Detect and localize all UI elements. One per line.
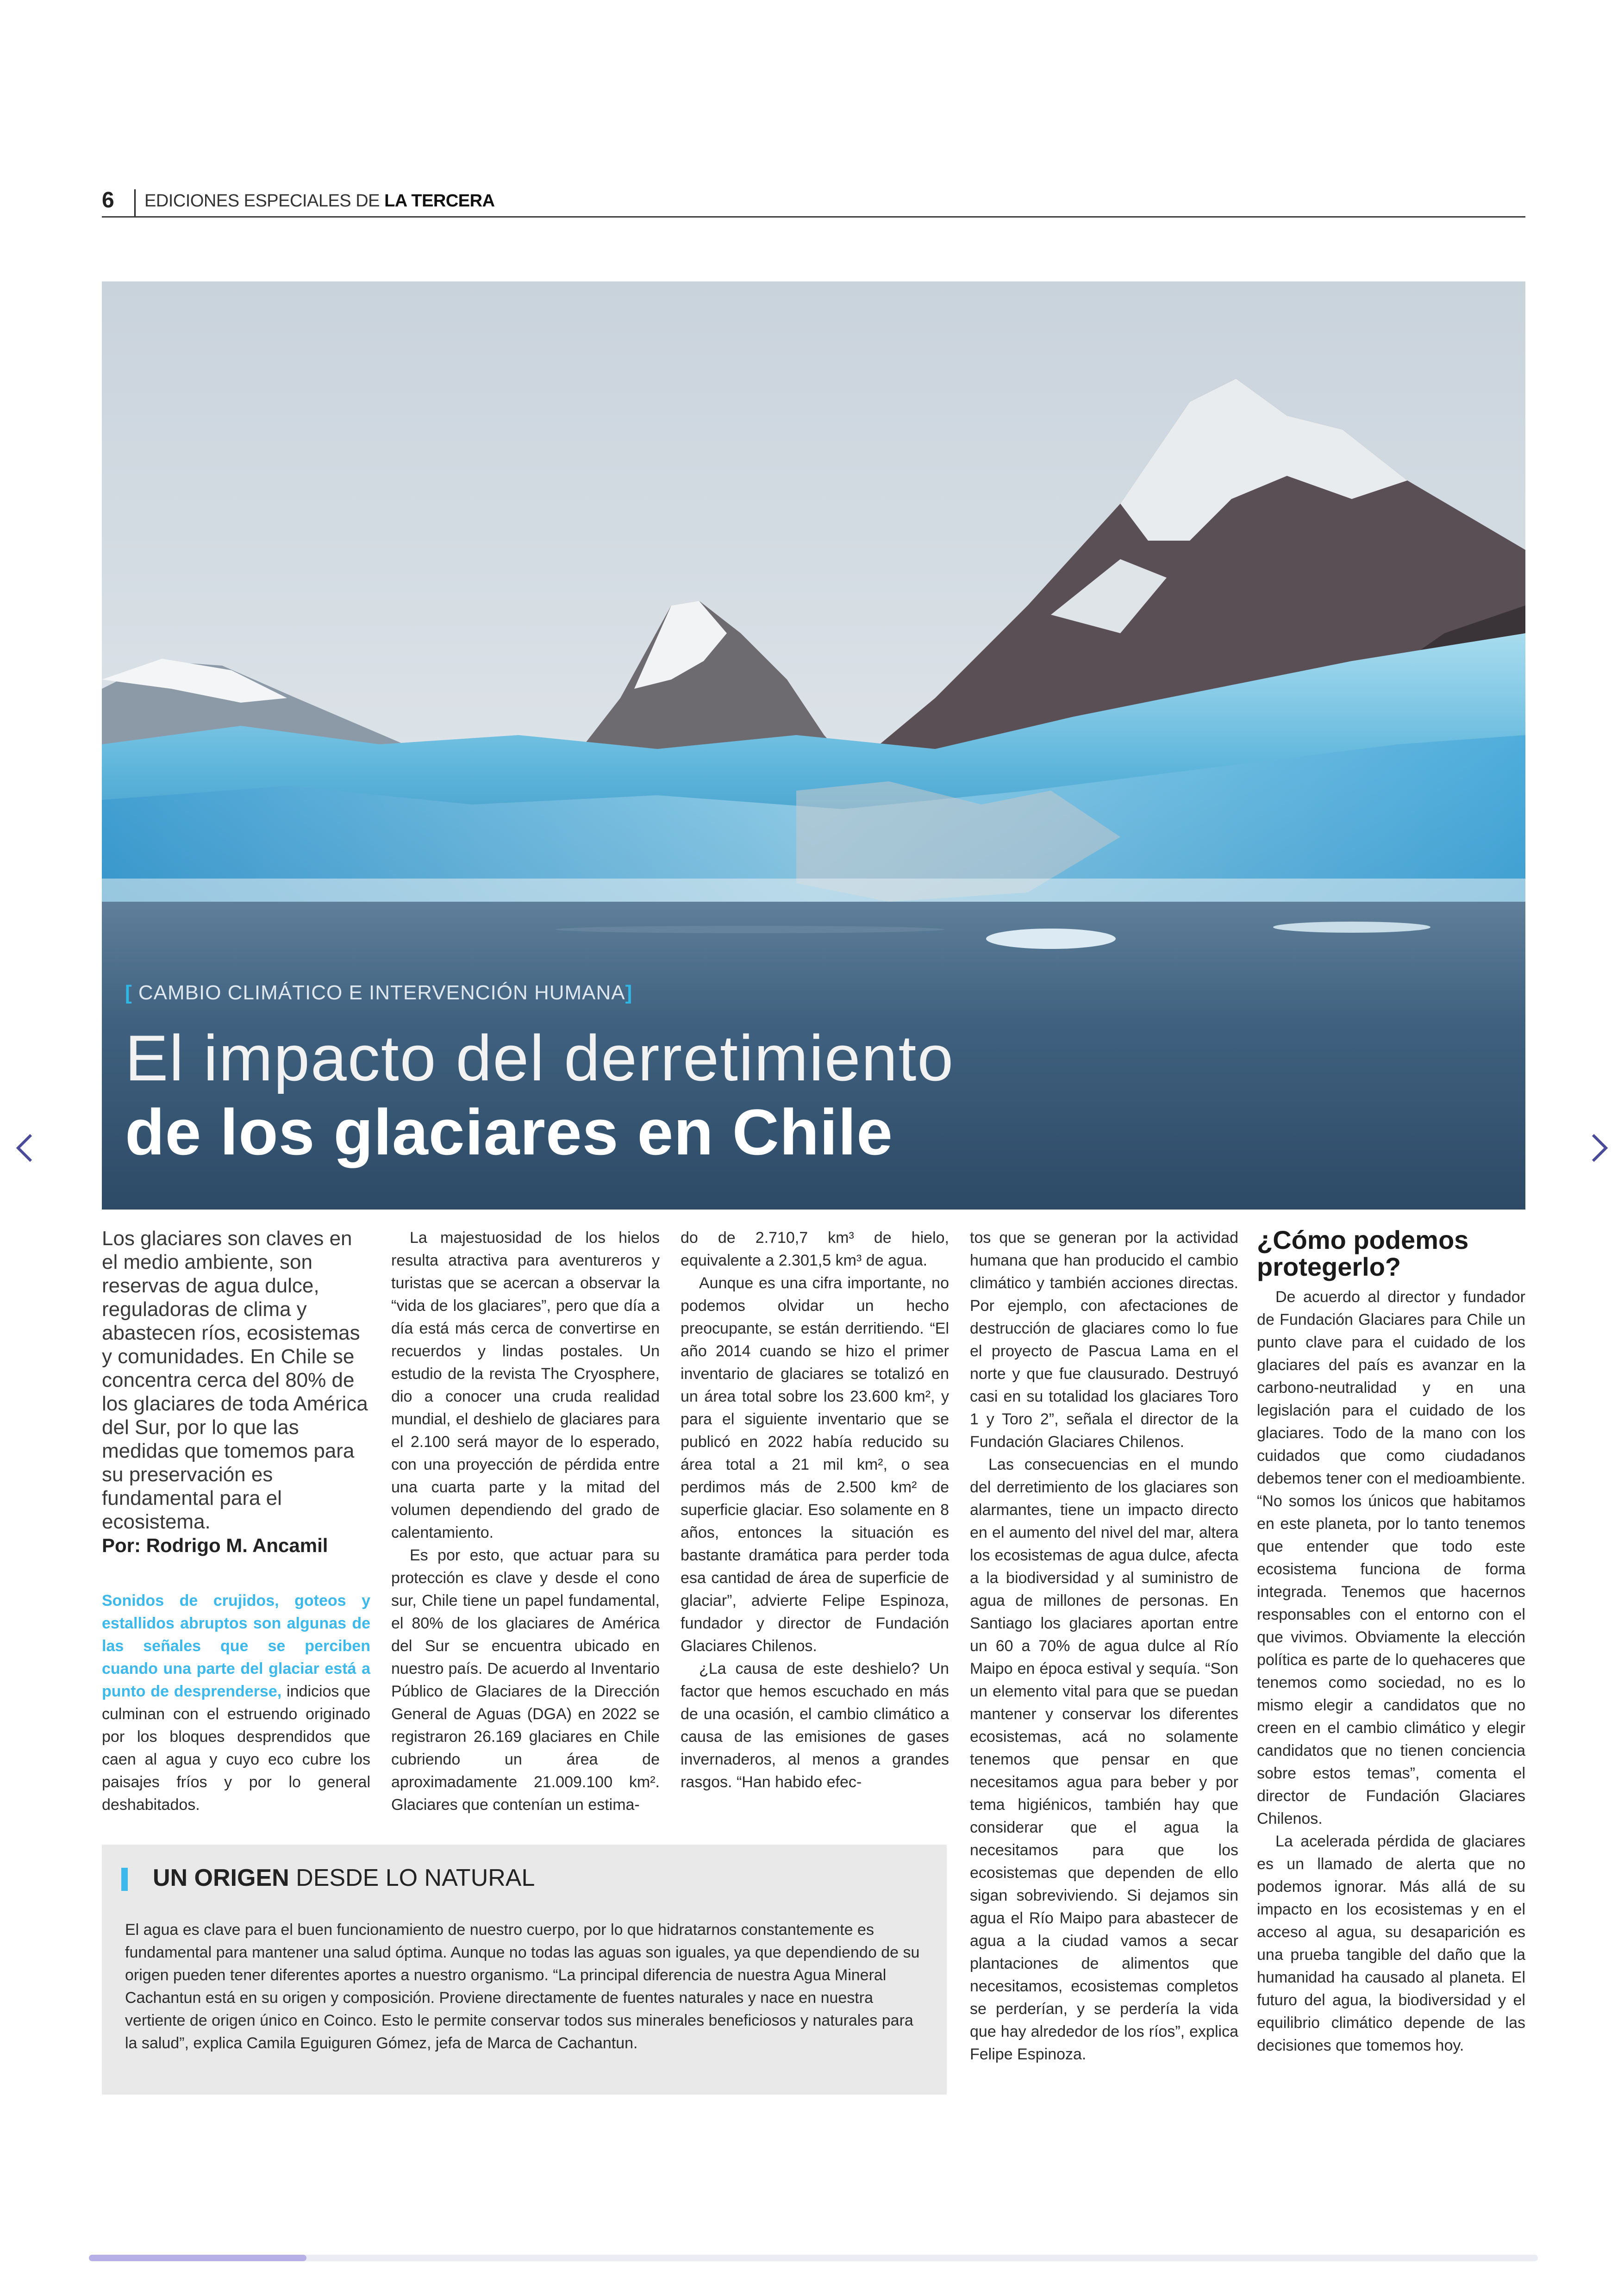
column-3-paragraph-3: ¿La causa de este deshielo? Un factor que hemos escuchado en más de una ocasión, el cambio climático a causa de las emisiones de gases invernaderos, al menos a grandes rasgos. “Han habido efec- bbox=[681, 1660, 949, 1791]
column-2-paragraph-1: La majestuosidad de los hielos resulta atractiva para aventureros y turistas que se acercan a observar la “vida de los glaciares”, pero que día a día está más cerca de convertirse en recuerdos y lindas postales. Un estudio de la revista The Cryosphere, dio a conocer una cruda realidad mundial, el deshielo de glaciares para el 2.100 será mayor de lo esperado, con una proyección de pérdida entre una cuarta parte y la mitad del volumen dependiendo del grado de calentamiento. bbox=[391, 1229, 660, 1541]
next-page-button[interactable] bbox=[1573, 1123, 1624, 1173]
previous-page-button[interactable] bbox=[0, 1123, 51, 1173]
kicker-bracket-close: ] bbox=[625, 981, 633, 1004]
byline: Por: Rodrigo M. Ancamil bbox=[102, 1534, 328, 1556]
page-number: 6 bbox=[102, 188, 114, 212]
edition-brand: LA TERCERA bbox=[384, 191, 495, 211]
chevron-left-icon bbox=[7, 1129, 44, 1166]
column-3-paragraph-1: do de 2.710,7 km³ de hielo, equivalente a 2.301,5 km³ de agua. bbox=[681, 1229, 949, 1269]
kicker-text: CAMBIO CLIMÁTICO E INTERVENCIÓN HUMANA bbox=[138, 981, 625, 1004]
article-column-4 bbox=[970, 1227, 1238, 2066]
header-divider bbox=[134, 189, 136, 216]
intro-highlight: Sonidos de crujidos, goteos y estallidos abruptos son algunas de las señales que se perciben cuando una parte del glaciar está a punto de desprenderse, bbox=[102, 1592, 370, 1700]
column-4-paragraph-2: Las consecuencias en el mundo del derretimiento de los glaciares son alarmantes, tiene un impacto directo en el aumento del nivel del mar, altera los ecosistemas de agua dulce, afecta a la biodiversidad y al suministro de agua de millones de personas. En Santiago los glaciares aportan entre un 60 a 70% de agua dulce al Río Maipo en época estival y sequía. “Son un elemento vital para que se puedan mantener y conservar los diferentes ecosistemas, acá no solamente tenemos que pensar en que necesitamos agua para beber y por tema higiénicos, también hay que considerar que el agua la necesitamos para que los ecosistemas que dependen de ello sigan sobreviviendo. Si dejamos sin agua el Río Maipo para abastecer de agua a la ciudad vamos a secar plantaciones de alimentos que necesitamos, ecosistemas completos se perderían, y se perdería la vida que hay alrededor de los ríos”, explica Felipe Espinoza. bbox=[970, 1456, 1238, 2063]
intro-rest: indicios que culminan con el estruendo originado por los bloques desprendidos que caen al agua y cuyo eco cubre los paisajes fríos y por lo general deshabitados. bbox=[102, 1683, 371, 1814]
origin-title-bold: UN ORIGEN bbox=[153, 1865, 289, 1891]
protect-subhead: ¿Cómo podemos protegerlo? bbox=[1257, 1225, 1469, 1281]
article-title-line-2: de los glaciares en Chile bbox=[125, 1096, 893, 1168]
edition-label bbox=[144, 191, 495, 211]
origin-title-rest: DESDE LO NATURAL bbox=[289, 1865, 535, 1891]
column-5-paragraph-1: De acuerdo al director y fundador de Fundación Glaciares para Chile un punto clave para el cuidado de los glaciares del país es avanzar en la carbono-neutralidad y en una legislación para el cuidado de los glaciares. Todo de la mano con los cuidados que como ciudadanos debemos tener con el medioambiente. “No somos los únicos que habitamos en este planeta, por lo tanto tenemos que entender que todo este ecosistema funciona de forma integrada. Tenemos que hacernos responsables con el entorno con el que vivimos. Obviamente la elección política es parte de lo quehaceres que tenemos como sociedad, no es lo mismo elegir a candidatos que no creen en el cambio climático y elegir candidatos que no tienen conciencia sobre estos temas”, comenta el director de Fundación Glaciares Chilenos. bbox=[1257, 1288, 1525, 1827]
page-header bbox=[102, 187, 1525, 218]
column-2-paragraph-2: Es por esto, que actuar para su protección es clave y desde el cono sur, Chile tiene un papel fundamental, el 80% de los glaciares de América del Sur se encuentra ubicado en nuestro país. De acuerdo al Inventario Público de Glaciares de la Dirección General de Aguas (DGA) en 2022 se registraron 26.169 glaciares en Chile cubriendo un área de aproximadamente 21.009.100 km². Glaciares que contenían un estima- bbox=[391, 1547, 660, 1814]
origin-box-text: El agua es clave para el buen funcionamiento de nuestro cuerpo, por lo que hidratarnos constantemente es fundamental para mantener una salud óptima. Aunque no todas las aguas son iguales, ya que dependiendo de su origen pueden tener diferentes aportes a nuestro organismo. “La principal diferencia de nuestra Agua Mineral Cachantun está en su origen y composición. Proviene directamente de fuentes naturales y nace en nuestra vertiente de origen único en Coinco. Esto le permite conservar todos sus minerales beneficiosos y naturales para la salud”, explica Camila Eguiguren Gómez, jefa de Marca de Cachantun. bbox=[125, 1921, 920, 2052]
chevron-right-icon bbox=[1580, 1129, 1617, 1166]
column-3-paragraph-2: Aunque es una cifra importante, no podemos olvidar un hecho preocupante, se están derritiendo. “El año 2014 cuando se hizo el primer inventario de glaciares se totalizó en un área total sobre los 23.600 km², y para el siguiente inventario que se publicó en 2022 había reducido su área total a 21 mil km², o sea perdimos más de 2.500 km² de superficie glaciar. Eso solamente en 8 años, entonces la situación es bastante dramática para perder toda esa cantidad de área de superficie de glaciar”, advierte Felipe Espinoza, fundador y director de Fundación Glaciares Chilenos. bbox=[681, 1274, 949, 1655]
article-lead bbox=[102, 1227, 370, 1816]
reading-progress-bar[interactable] bbox=[89, 2255, 1538, 2261]
article-column-3 bbox=[681, 1227, 949, 1794]
origin-accent-bar bbox=[121, 1868, 128, 1891]
reading-progress-fill bbox=[89, 2255, 306, 2261]
article-title-line-1: El impacto del derretimiento bbox=[125, 1022, 955, 1094]
lead-summary: Los glaciares son claves en el medio ambiente, son reservas de agua dulce, reguladoras de clima y abastecen ríos, ecosistemas y comunidades. En Chile se concentra cerca del 80% de los glaciares de toda América del Sur, por lo que las medidas que tomemos para su preservación es fundamental para el ecosistema. bbox=[102, 1227, 368, 1533]
origin-sidebar-box bbox=[102, 1845, 947, 2095]
intro-paragraph bbox=[102, 1590, 370, 1816]
edition-prefix: EDICIONES ESPECIALES DE bbox=[144, 191, 385, 211]
origin-box-title bbox=[153, 1864, 535, 1892]
column-4-paragraph-1: tos que se generan por la actividad humana que han producido el cambio climático y también acciones directas. Por ejemplo, con afectaciones de destrucción de glaciares como lo fue el proyecto de Pascua Lama en el norte y que fue clausurado. Destruyó casi en su totalidad los glaciares Toro 1 y Toro 2”, señala el director de la Fundación Glaciares Chilenos. bbox=[970, 1229, 1238, 1451]
column-5-paragraph-2: La acelerada pérdida de glaciares es un llamado de alerta que no podemos ignorar. Más allá de su impacto en los ecosistemas y en el acceso al agua, su desaparición es una prueba tangible del daño que la humanidad ha causado al planeta. El futuro del agua, la biodiversidad y el equilibrio climático depende de las decisiones que tomemos hoy. bbox=[1257, 1833, 1525, 2054]
section-kicker bbox=[125, 981, 632, 1004]
article-column-2 bbox=[391, 1227, 660, 1816]
article-column-5 bbox=[1257, 1227, 1525, 2057]
kicker-bracket-open: [ bbox=[125, 981, 132, 1004]
